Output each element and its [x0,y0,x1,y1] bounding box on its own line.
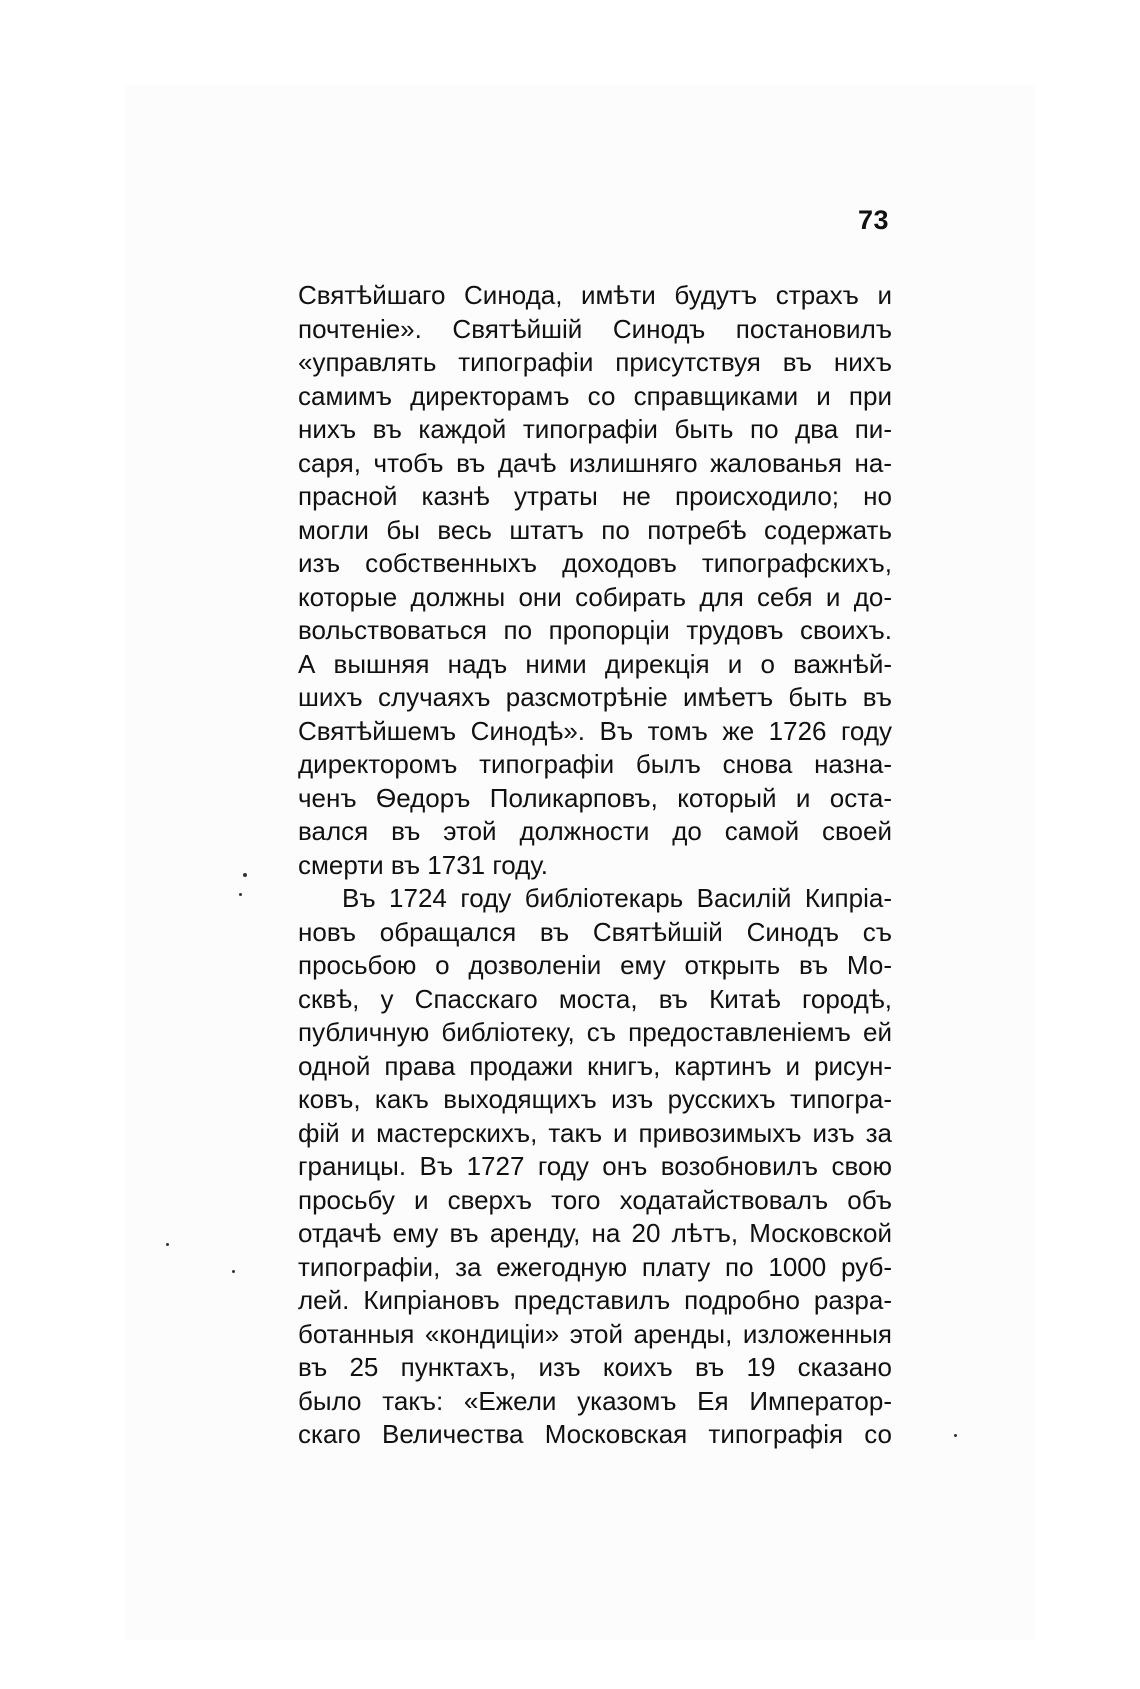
paragraph [298,279,892,882]
text-line: сквѣ, у Спасскаго моста, въ Китаѣ городѣ, [298,983,892,1014]
text-line: вольствоваться по пропорціи трудовъ своихъ. [298,615,892,645]
text-line: публичную библіотеку, съ предоставленіемъ ей [298,1017,892,1047]
scan-speck [243,873,247,877]
text-line: лей. Кипріановъ представилъ подробно разра- [298,1285,892,1315]
text-line: директоромъ типографіи былъ снова назна- [298,749,892,779]
text-line: нихъ въ каждой типографіи быть по два пи- [298,414,892,444]
text-line: Въ 1724 году библіотекарь Василій Кипріа- [342,883,892,913]
text-line: саря, чтобъ въ дачѣ излишняго жалованья на- [298,447,892,478]
text-line: прасной казнѣ утраты не происходило; но [298,481,892,511]
text-line: въ 25 пунктахъ, изъ коихъ въ 19 сказано [298,1352,892,1382]
text-line: ченъ Ѳедоръ Поликарповъ, который и оста- [298,782,892,813]
text-line: могли бы весь штатъ по потребѣ содержать [298,514,892,545]
text-line: типографіи, за ежегодную плату по 1000 руб- [298,1251,892,1282]
text-line: Святѣйшемъ Синодѣ». Въ томъ же 1726 году [298,715,892,746]
text-line: скаго Величества Московская типографія со [298,1419,892,1449]
text-line: вался въ этой должности до самой своей [298,816,892,846]
scan-speck [166,1243,169,1246]
text-line: фій и мастерскихъ, такъ и привозимыхъ изъ за [298,1117,892,1148]
text-line: границы. Въ 1727 году онъ возобновилъ свою [298,1151,892,1181]
text-line: смерти въ 1731 году. [298,849,548,880]
scan-speck [239,893,242,896]
text-line: просьбу и сверхъ того ходатайствовалъ объ [298,1184,892,1215]
text-line: ковъ, какъ выходящихъ изъ русскихъ типогра- [298,1084,892,1114]
text-line: просьбою о дозволеніи ему открыть въ Мо- [298,950,892,980]
text-line: почтеніе». Святѣйшій Синодъ постановилъ [298,313,892,344]
text-line: изъ собственныхъ доходовъ типографскихъ, [298,548,892,578]
text-line: одной права продажи книгъ, картинъ и рисун- [298,1050,892,1081]
text-line: новъ обращался въ Святѣйшій Синодъ съ [298,916,892,947]
scan-speck [232,1270,235,1273]
text-line: А вышняя надъ ними дирекція и о важнѣй- [298,648,892,679]
text-line: которые должны они собирать для себя и до- [298,581,892,612]
text-line: отдачѣ ему въ аренду, на 20 лѣтъ, Московской [298,1218,892,1248]
text-line: было такъ: «Ежели указомъ Ея Император- [298,1385,892,1416]
text-line: самимъ директорамъ со справщиками и при [298,380,892,411]
text-line: шихъ случаяхъ разсмотрѣніе имѣетъ быть въ [298,682,892,712]
body-text [298,279,892,1452]
scan-speck [954,1434,957,1437]
text-line: «управлять типографіи присутствуя въ нихъ [298,347,892,377]
paragraph [298,882,892,1452]
text-line: ботанныя «кондиціи» этой аренды, изложенныя [298,1318,892,1349]
page-number: 73 [858,205,890,235]
text-line: Святѣйшаго Синода, имѣти будутъ страхъ и [298,280,892,310]
